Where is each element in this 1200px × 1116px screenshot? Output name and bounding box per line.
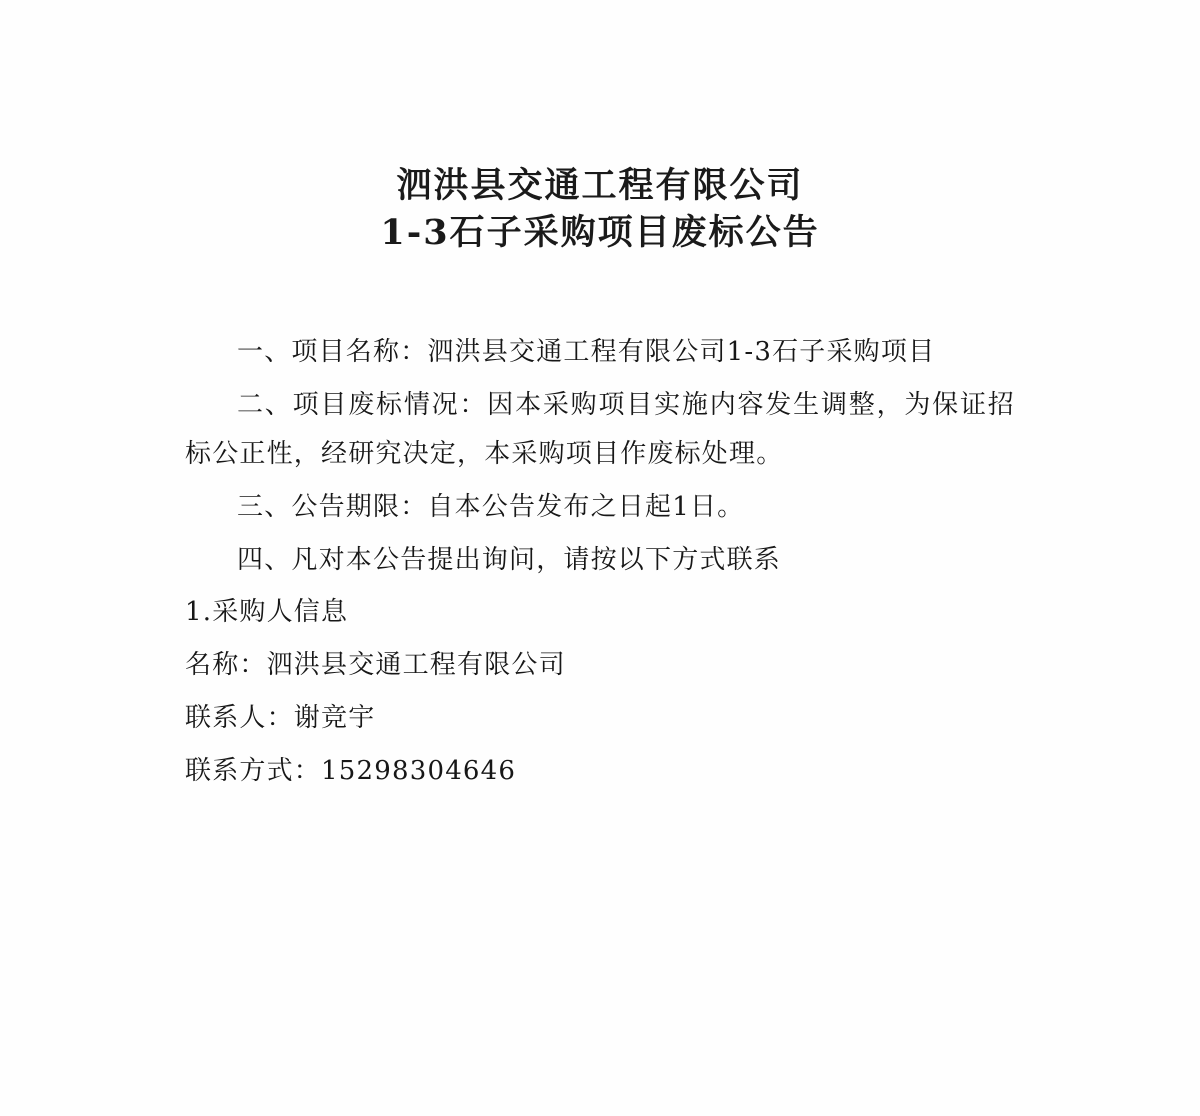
title-line-company: 泗洪县交通工程有限公司 bbox=[396, 165, 804, 206]
paragraph-contact-phone: 联系方式：15298304646 bbox=[185, 756, 517, 786]
paragraph-project-name: 一、项目名称：泗洪县交通工程有限公司1-3石子采购项目 bbox=[237, 337, 936, 367]
paragraph-purchaser-info-heading: 1.采购人信息 bbox=[185, 597, 349, 628]
paragraph-announcement-period: 三、公告期限：自本公告发布之日起1日。 bbox=[237, 491, 745, 522]
document-body bbox=[185, 250, 1015, 796]
title-line-subject: 1-3石子采购项目废标公告 bbox=[380, 212, 820, 253]
paragraph-purchaser-name: 名称：泗洪县交通工程有限公司 bbox=[185, 650, 566, 681]
paragraph-inquiry-contact: 四、凡对本公告提出询问，请按以下方式联系 bbox=[237, 544, 782, 575]
page-title bbox=[0, 0, 1200, 253]
paragraph-void-bid-status: 二、项目废标情况：因本采购项目实施内容发生调整，为保证招标公正性，经研究决定，本采购项目作废标处理。 bbox=[185, 389, 1015, 469]
paragraph-contact-person: 联系人：谢竞宇 bbox=[185, 703, 376, 734]
